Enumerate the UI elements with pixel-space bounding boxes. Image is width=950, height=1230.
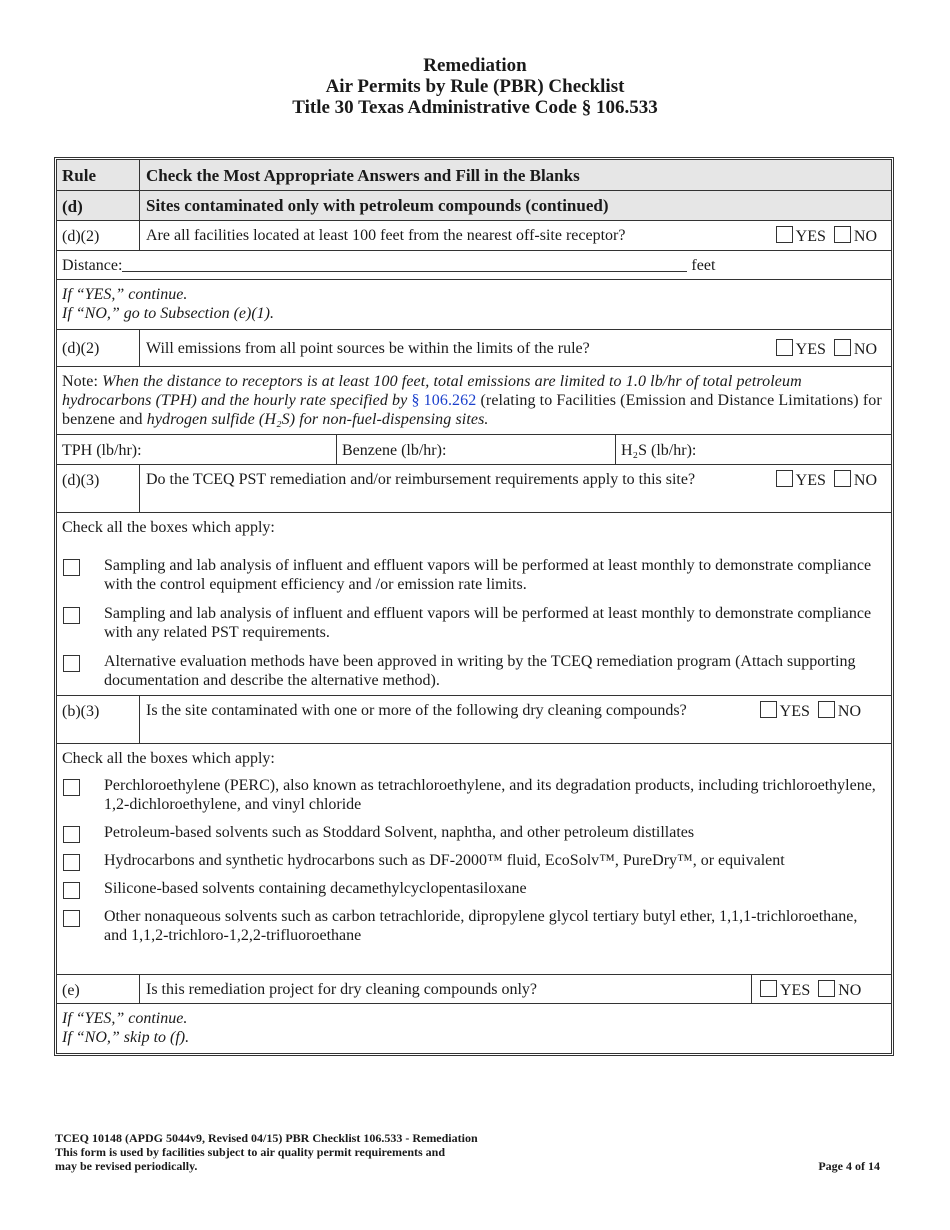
if-no-text: If “NO,” go to Subsection (e)(1). (62, 305, 274, 322)
title-line-1: Remediation (423, 55, 527, 76)
no-checkbox[interactable] (834, 339, 851, 356)
note-text-3: hydrogen sulfide (H₂S) for non-fuel-dispensing sites. (146, 411, 489, 428)
rule-ref: (d)(2) (57, 221, 140, 250)
form-footer (55, 1131, 478, 1173)
distance-unit: feet (691, 257, 716, 274)
yes-no-group (760, 701, 861, 721)
check-item-text: Other nonaqueous solvents such as carbon tetrachloride, dipropylene glycol tertiary butyl ether, 1,1,1-trichloroethane, and 1,1,2-trichloro-1,2,2-trifluoroethane (104, 908, 858, 944)
yes-checkbox[interactable] (776, 470, 793, 487)
instruction-row-2 (57, 1004, 891, 1053)
document-title (0, 55, 950, 118)
yes-label: YES (779, 703, 810, 720)
if-yes-text: If “YES,” continue. (62, 1010, 188, 1027)
check-item (57, 776, 891, 814)
distance-input[interactable] (122, 257, 687, 272)
check-item-text: Petroleum-based solvents such as Stoddard Solvent, naphtha, and other petroleum distillates (104, 824, 695, 841)
question-text: Do the TCEQ PST remediation and/or reimbursement requirements apply to this site? (146, 471, 696, 488)
check-item (57, 823, 891, 842)
checkbox[interactable] (63, 559, 80, 576)
footer-line-2: This form is used by facilities subject to air quality permit requirements and (55, 1145, 445, 1159)
rule-ref: (d)(2) (57, 330, 140, 366)
yes-checkbox[interactable] (776, 339, 793, 356)
page-number: Page 4 of 14 (818, 1159, 880, 1173)
no-label: NO (853, 341, 877, 358)
check-item-text: Hydrocarbons and synthetic hydrocarbons such as DF-2000™ fluid, EcoSolv™, PureDry™, or equivalent (104, 852, 785, 869)
yes-checkbox[interactable] (760, 701, 777, 718)
check-item-text: Sampling and lab analysis of influent and effluent vapors will be performed at least monthly to demonstrate compliance with the control equipment efficiency and /or emission rate limits. (104, 557, 872, 593)
benzene-field[interactable]: Benzene (lb/hr): (336, 435, 615, 464)
distance-label: Distance: (62, 257, 123, 274)
question-row-receptor-distance (57, 221, 891, 251)
note-text-2: (relating to Facilities (Emission and Distance Limitations) for benzene and (62, 392, 882, 428)
rule-ref: (e) (57, 975, 140, 1003)
no-checkbox[interactable] (834, 226, 851, 243)
h2s-field[interactable]: H₂S (lb/hr): (615, 435, 891, 464)
footer-line-3: may be revised periodically. (55, 1159, 198, 1173)
yes-label: YES (795, 472, 826, 489)
check-item (57, 652, 891, 690)
question-text: Will emissions from all point sources be within the limits of the rule? (146, 340, 590, 357)
question-row-emissions (57, 330, 891, 367)
yes-no-group (751, 975, 891, 1003)
footer-line-1: TCEQ 10148 (APDG 5044v9, Revised 04/15) PBR Checklist 106.533 - Remediation (55, 1131, 478, 1145)
section-rule: (d) (57, 191, 140, 220)
title-line-3: Title 30 Texas Administrative Code § 106.533 (292, 97, 658, 118)
no-checkbox[interactable] (834, 470, 851, 487)
rule-106-262-link[interactable]: § 106.262 (411, 392, 477, 409)
instruction-row-1 (57, 280, 891, 330)
no-label: NO (853, 228, 877, 245)
check-all-label: Check all the boxes which apply: (62, 519, 275, 536)
no-checkbox[interactable] (818, 701, 835, 718)
check-all-label: Check all the boxes which apply: (62, 750, 275, 767)
yes-no-group (776, 226, 877, 246)
question-text: Is this remediation project for dry cleaning compounds only? (146, 981, 538, 998)
if-no-text: If “NO,” skip to (f). (62, 1029, 190, 1046)
section-title: Sites contaminated only with petroleum compounds (continued) (146, 196, 609, 215)
checkbox[interactable] (63, 655, 80, 672)
table-header-row (57, 160, 891, 191)
checklist-table (54, 157, 894, 1056)
no-label: NO (853, 472, 877, 489)
check-item (57, 907, 891, 945)
yes-no-group (776, 339, 877, 359)
check-item-text: Perchloroethylene (PERC), also known as tetrachloroethylene, and its degradation products, including trichloroethylene, 1,2-dichloroethylene, and vinyl chloride (104, 777, 876, 813)
section-header-row (57, 191, 891, 221)
yes-label: YES (780, 982, 811, 999)
yes-label: YES (795, 341, 826, 358)
if-yes-text: If “YES,” continue. (62, 286, 188, 303)
tph-field[interactable]: TPH (lb/hr): (62, 442, 142, 459)
yes-no-group (776, 470, 877, 490)
check-item (57, 556, 891, 594)
no-label: NO (837, 703, 861, 720)
emission-rates-row (57, 435, 891, 465)
title-line-2: Air Permits by Rule (PBR) Checklist (325, 76, 625, 97)
checkbox[interactable] (63, 826, 80, 843)
rule-ref: (d)(3) (57, 465, 140, 512)
check-item-text: Sampling and lab analysis of influent and effluent vapors will be performed at least monthly to demonstrate compliance with any related PST requirements. (104, 605, 872, 641)
check-group-2 (57, 744, 891, 975)
note-row (57, 367, 891, 435)
question-row-dry-cleaning (57, 696, 891, 744)
note-text-1: When the distance to receptors is at least 100 feet, total emissions are limited to 1.0 lb/hr of total petroleum hydrocarbons (TPH) and the hourly rate specified by (62, 373, 802, 409)
checkbox[interactable] (63, 779, 80, 796)
note-label: Note: (62, 373, 99, 390)
question-row-dry-cleaning-only (57, 975, 891, 1004)
question-text: Is the site contaminated with one or more of the following dry cleaning compounds? (146, 702, 687, 719)
checkbox[interactable] (63, 854, 80, 871)
check-item-text: Silicone-based solvents containing decamethylcyclopentasiloxane (104, 880, 527, 897)
yes-checkbox[interactable] (776, 226, 793, 243)
rule-ref: (b)(3) (57, 696, 140, 743)
no-checkbox[interactable] (818, 980, 835, 997)
yes-label: YES (795, 228, 826, 245)
check-item (57, 851, 891, 870)
distance-row (57, 251, 891, 280)
checkbox[interactable] (63, 882, 80, 899)
checkbox[interactable] (63, 607, 80, 624)
rule-column-header: Rule (57, 160, 140, 190)
check-group-1 (57, 513, 891, 696)
no-label: NO (838, 982, 862, 999)
check-item-text: Alternative evaluation methods have been approved in writing by the TCEQ remediation program (Attach supporting documentation and describe the alternative method). (104, 653, 856, 689)
check-column-header: Check the Most Appropriate Answers and Fill in the Blanks (146, 166, 580, 185)
check-item (57, 879, 891, 898)
check-item (57, 604, 891, 642)
question-row-pst (57, 465, 891, 513)
checkbox[interactable] (63, 910, 80, 927)
yes-checkbox[interactable] (760, 980, 777, 997)
question-text: Are all facilities located at least 100 feet from the nearest off-site receptor? (146, 227, 626, 244)
